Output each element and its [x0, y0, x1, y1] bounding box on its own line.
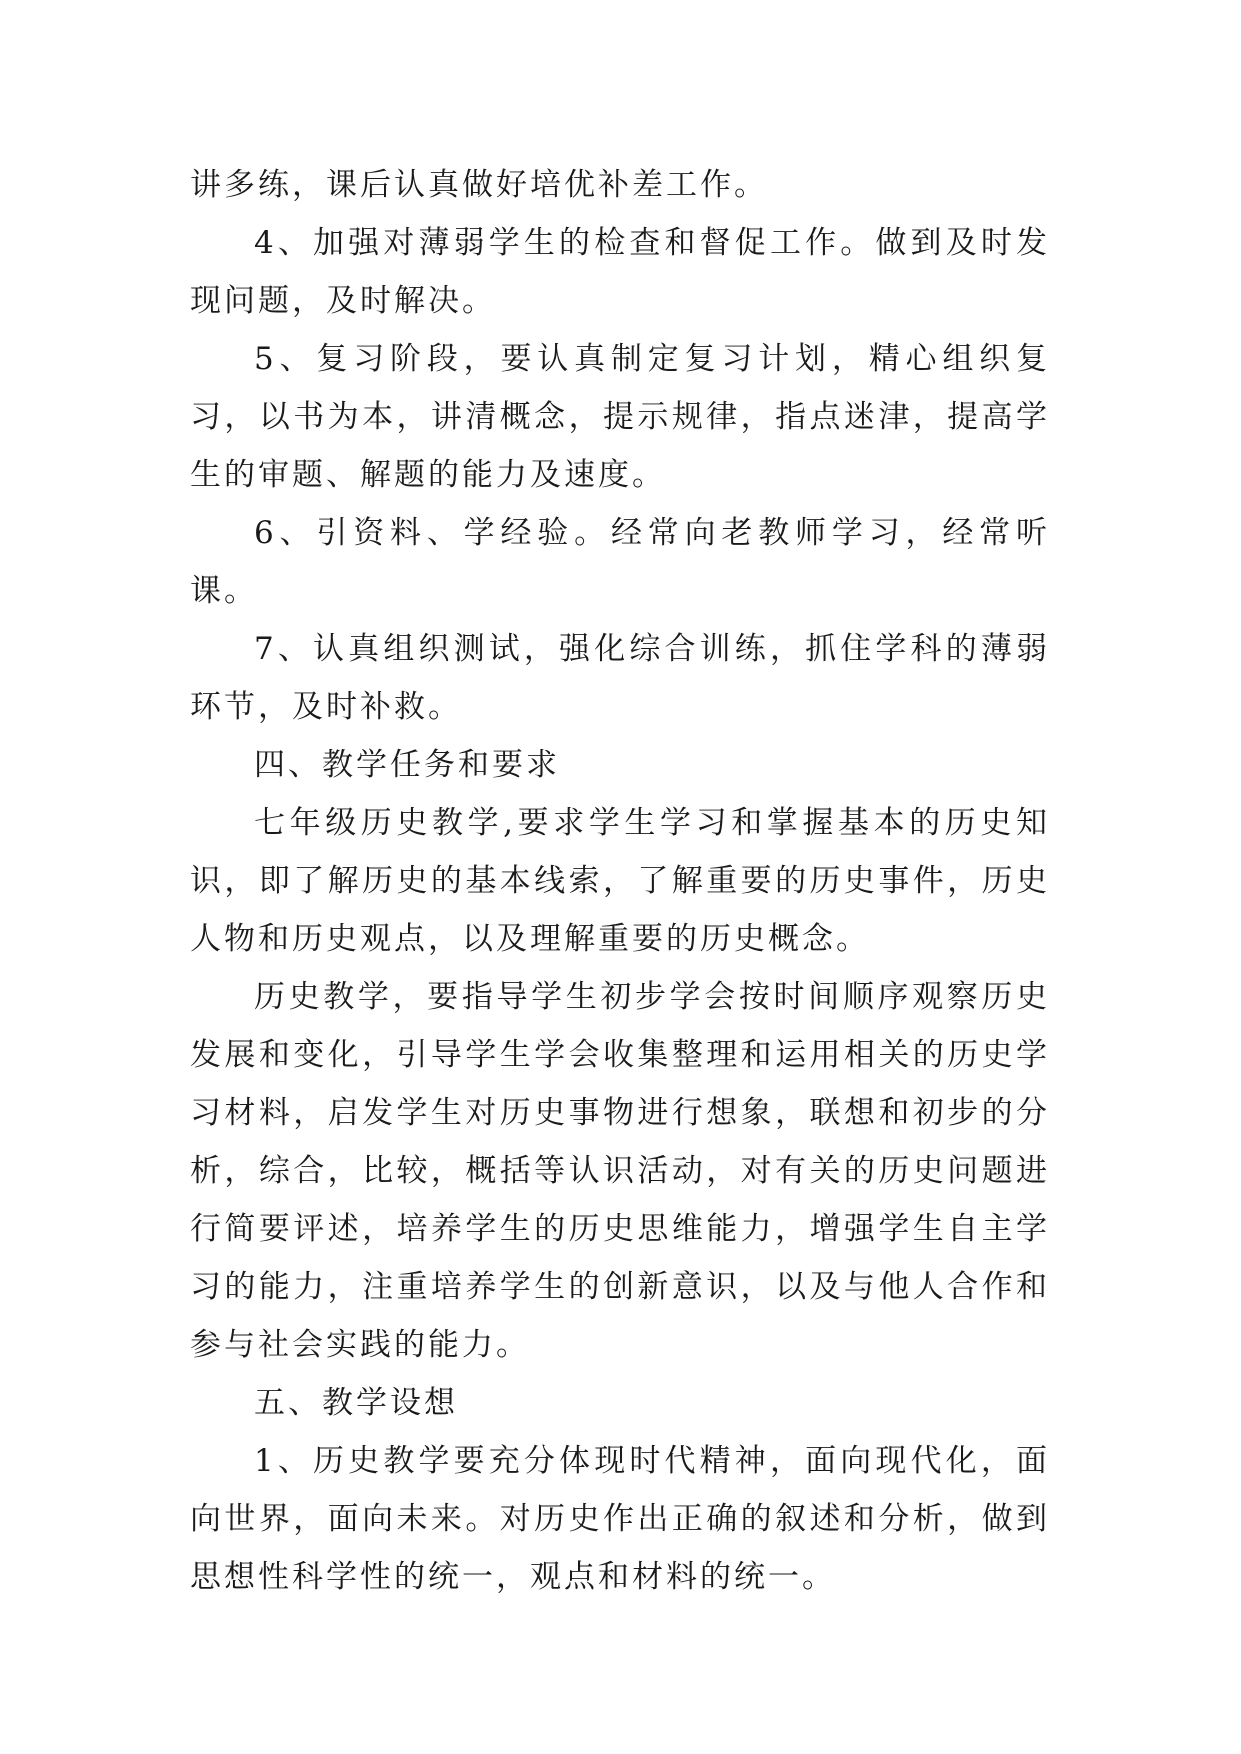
paragraph-item-6: 6、引资料、学经验。经常向老教师学习，经常听课。 — [190, 515, 1050, 609]
body-text — [190, 156, 1050, 1606]
section-heading-4: 四、教学任务和要求 — [254, 747, 560, 783]
paragraph-task-2: 历史教学，要指导学生初步学会按时间顺序观察历史发展和变化，引导学生学会收集整理和运用相关的历史学习材料，启发学生对历史事物进行想象，联想和初步的分析，综合，比较，概括等认识活动，对有关的历史问题进行简要评述，培养学生的历史思维能力，增强学生自主学习的能力，注重培养学生的创新意识，以及与他人合作和参与社会实践的能力。 — [190, 979, 1050, 1363]
paragraph-item-7: 7、认真组织测试，强化综合训练，抓住学科的薄弱环节，及时补救。 — [190, 631, 1050, 725]
paragraph-idea-1: 1、历史教学要充分体现时代精神，面向现代化，面向世界，面向未来。对历史作出正确的叙述和分析，做到思想性科学性的统一，观点和材料的统一。 — [190, 1443, 1050, 1595]
paragraph-task-1: 七年级历史教学,要求学生学习和掌握基本的历史知识，即了解历史的基本线索，了解重要的历史事件，历史人物和历史观点，以及理解重要的历史概念。 — [190, 805, 1050, 957]
paragraph-continuation: 讲多练，课后认真做好培优补差工作。 — [190, 167, 768, 203]
section-heading-5: 五、教学设想 — [254, 1385, 458, 1421]
paragraph-item-4: 4、加强对薄弱学生的检查和督促工作。做到及时发现问题，及时解决。 — [190, 225, 1050, 319]
paragraph-item-5: 5、复习阶段，要认真制定复习计划，精心组织复习，以书为本，讲清概念，提示规律，指点迷津，提高学生的审题、解题的能力及速度。 — [190, 341, 1050, 493]
